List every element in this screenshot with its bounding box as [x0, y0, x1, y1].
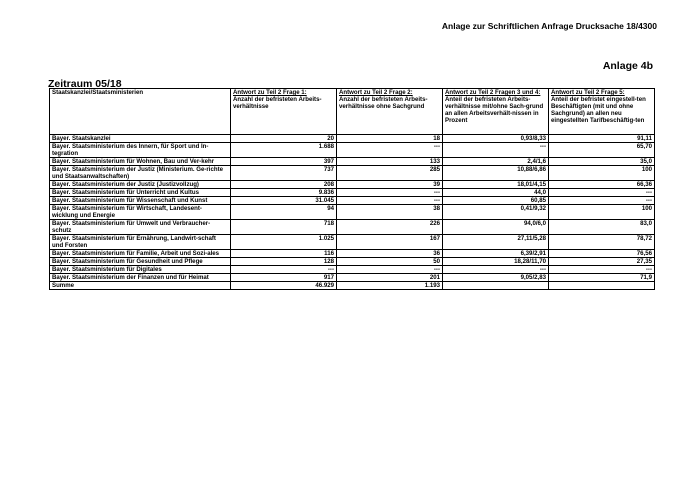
new-hire-share: 66,36: [549, 181, 655, 189]
new-hire-share: 65,70: [549, 143, 655, 158]
fixed-term-share: 6,39/2,91: [443, 250, 549, 258]
fixed-term-count: 737: [231, 166, 337, 181]
period-label: Zeitraum 05/18: [48, 78, 122, 90]
data-table: [49, 88, 655, 290]
sum-fixed-term-count: 46.929: [231, 282, 337, 290]
sum-row: [50, 282, 655, 290]
fixed-term-no-reason-count: 167: [337, 235, 443, 250]
ministry-name: Bayer. Staatsministerium für Gesundheit und Pflege: [50, 258, 231, 266]
ministry-name: Bayer. Staatsministerium des Innern, für Sport und In-tegration: [50, 143, 231, 158]
annex-label: Anlage 4b: [602, 60, 653, 72]
ministry-name: Bayer. Staatsministerium der Justiz (Ministerium. Ge-richte und Staatsanwaltschaften): [50, 166, 231, 181]
fixed-term-no-reason-count: 36: [337, 250, 443, 258]
new-hire-share: 100: [549, 205, 655, 220]
ministry-name: Bayer. Staatsministerium der Justiz (Justizvollzug): [50, 181, 231, 189]
table-row: [50, 235, 655, 250]
fixed-term-share: 60,85: [443, 197, 549, 205]
new-hire-share: 78,72: [549, 235, 655, 250]
table-row: [50, 135, 655, 143]
table-row: [50, 220, 655, 235]
fixed-term-no-reason-count: 133: [337, 158, 443, 166]
table-row: [50, 166, 655, 181]
fixed-term-no-reason-count: 38: [337, 205, 443, 220]
ministry-name: Bayer. Staatsministerium für Wissenschaft und Kunst: [50, 197, 231, 205]
fixed-term-no-reason-count: 18: [337, 135, 443, 143]
new-hire-share: 35,0: [549, 158, 655, 166]
fixed-term-share: 18,01/4,15: [443, 181, 549, 189]
table-row: [50, 181, 655, 189]
ministry-name: Bayer. Staatsministerium für Umwelt und Verbraucher-schutz: [50, 220, 231, 235]
fixed-term-count: 9.836: [231, 189, 337, 197]
fixed-term-share: 9,05/2,83: [443, 274, 549, 282]
table-row: [50, 158, 655, 166]
ministry-name: Bayer. Staatsministerium für Ernährung, Landwirt-schaft und Forsten: [50, 235, 231, 250]
ministry-name: Bayer. Staatsministerium für Wohnen, Bau und Ver-kehr: [50, 158, 231, 166]
fixed-term-share: 27,11/5,28: [443, 235, 549, 250]
sum-label: Summe: [50, 282, 231, 290]
fixed-term-share: 2,4/1,6: [443, 158, 549, 166]
table-row: [50, 143, 655, 158]
fixed-term-count: 116: [231, 250, 337, 258]
sum-new-hire-share: [549, 282, 655, 290]
ministry-name: Bayer. Staatsministerium für Familie, Arbeit und Sozi-ales: [50, 250, 231, 258]
table-row: [50, 205, 655, 220]
new-hire-share: 83,0: [549, 220, 655, 235]
fixed-term-count: 208: [231, 181, 337, 189]
new-hire-share: 76,56: [549, 250, 655, 258]
fixed-term-no-reason-count: 39: [337, 181, 443, 189]
document-reference: Anlage zur Schriftlichen Anfrage Drucksache 18/4300: [441, 21, 657, 31]
ministry-name: Bayer. Staatsministerium für Digitales: [50, 266, 231, 274]
fixed-term-no-reason-count: ---: [337, 143, 443, 158]
new-hire-share: ---: [549, 197, 655, 205]
fixed-term-count: 94: [231, 205, 337, 220]
fixed-term-count: 1.688: [231, 143, 337, 158]
fixed-term-count: 20: [231, 135, 337, 143]
fixed-term-count: ---: [231, 266, 337, 274]
header-question-3-4: Antwort zu Teil 2 Fragen 3 und 4: Anteil der befristeten Arbeits-verhältnisse mit/ohne Sach-grund an allen Arbeitsverhält-nissen in Prozent: [443, 89, 549, 135]
fixed-term-no-reason-count: ---: [337, 266, 443, 274]
fixed-term-share: 44,0: [443, 189, 549, 197]
fixed-term-no-reason-count: 285: [337, 166, 443, 181]
new-hire-share: 91,11: [549, 135, 655, 143]
header-ministries: Staatskanzlei/Staatsministerien: [50, 89, 231, 135]
fixed-term-count: 1.025: [231, 235, 337, 250]
ministry-name: Bayer. Staatskanzlei: [50, 135, 231, 143]
sum-fixed-term-share: [443, 282, 549, 290]
table-row: [50, 250, 655, 258]
new-hire-share: ---: [549, 266, 655, 274]
header-question-2: Antwort zu Teil 2 Frage 2: Anzahl der befristeten Arbeits-verhältnisse ohne Sachgrund: [337, 89, 443, 135]
ministry-name: Bayer. Staatsministerium für Wirtschaft, Landesent-wicklung und Energie: [50, 205, 231, 220]
fixed-term-share: 94,0/6,0: [443, 220, 549, 235]
table-row: [50, 266, 655, 274]
table-row: [50, 274, 655, 282]
fixed-term-share: ---: [443, 143, 549, 158]
new-hire-share: 71,9: [549, 274, 655, 282]
ministry-name: Bayer. Staatsministerium für Unterricht und Kultus: [50, 189, 231, 197]
fixed-term-no-reason-count: ---: [337, 197, 443, 205]
ministry-name: Bayer. Staatsministerium der Finanzen und für Heimat: [50, 274, 231, 282]
table-header-row: [50, 89, 655, 135]
table-row: [50, 197, 655, 205]
fixed-term-count: 31.045: [231, 197, 337, 205]
fixed-term-share: 18,28/11,70: [443, 258, 549, 266]
fixed-term-share: ---: [443, 266, 549, 274]
header-question-5: Antwort zu Teil 2 Frage 5: Anteil der befristet eingestell-ten Beschäftigten (mit und ohne Sachgrund) an allen neu eingestellten Tarifbeschäftig-ten: [549, 89, 655, 135]
new-hire-share: ---: [549, 189, 655, 197]
fixed-term-no-reason-count: 226: [337, 220, 443, 235]
fixed-term-share: 0,41/9,32: [443, 205, 549, 220]
fixed-term-share: 10,88/6,86: [443, 166, 549, 181]
table-row: [50, 189, 655, 197]
fixed-term-no-reason-count: ---: [337, 189, 443, 197]
new-hire-share: 27,35: [549, 258, 655, 266]
header-question-1: Antwort zu Teil 2 Frage 1: Anzahl der befristeten Arbeits-verhältnisse: [231, 89, 337, 135]
table-row: [50, 258, 655, 266]
fixed-term-count: 917: [231, 274, 337, 282]
sum-fixed-term-no-reason-count: 1.193: [337, 282, 443, 290]
fixed-term-no-reason-count: 50: [337, 258, 443, 266]
fixed-term-no-reason-count: 201: [337, 274, 443, 282]
fixed-term-count: 718: [231, 220, 337, 235]
fixed-term-share: 0,93/8,33: [443, 135, 549, 143]
new-hire-share: 100: [549, 166, 655, 181]
fixed-term-count: 397: [231, 158, 337, 166]
fixed-term-count: 128: [231, 258, 337, 266]
